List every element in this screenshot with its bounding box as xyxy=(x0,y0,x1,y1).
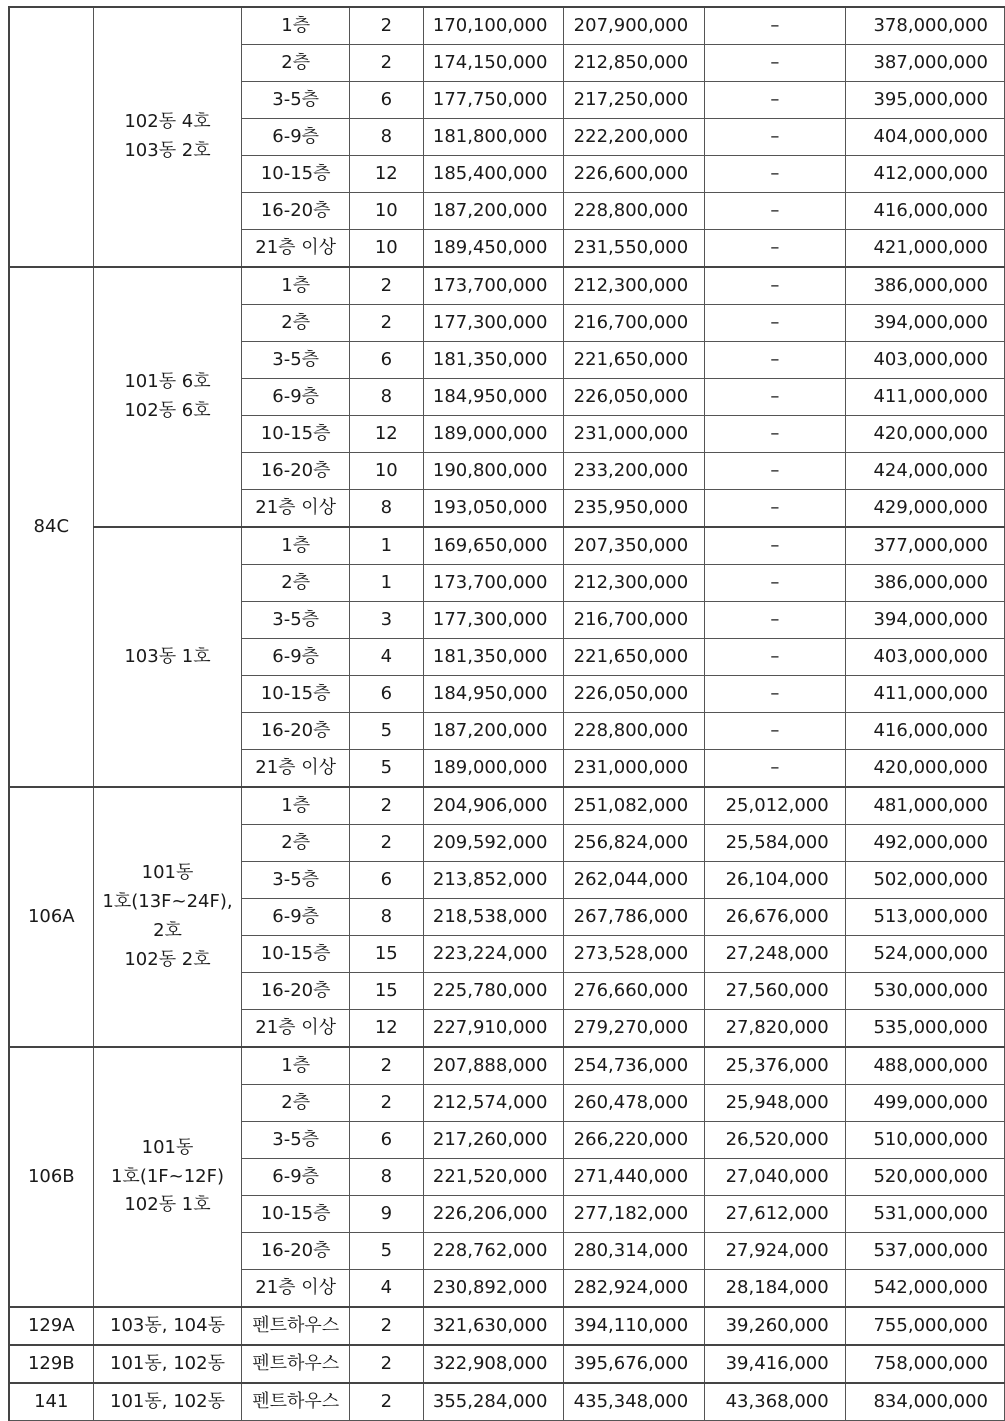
vat-cell: – xyxy=(705,82,845,119)
building-price-cell: 212,850,000 xyxy=(564,45,705,82)
vat-cell: – xyxy=(705,7,845,45)
vat-cell: – xyxy=(705,565,845,602)
count-cell: 2 xyxy=(349,45,423,82)
total-price-cell: 834,000,000 xyxy=(845,1383,1004,1421)
count-cell: 12 xyxy=(349,156,423,193)
floor-cell: 16-20층 xyxy=(242,453,350,490)
floor-cell: 21층 이상 xyxy=(242,750,350,788)
floor-cell: 3-5층 xyxy=(242,1122,350,1159)
land-price-cell: 355,284,000 xyxy=(423,1383,564,1421)
floor-cell: 6-9층 xyxy=(242,379,350,416)
count-cell: 2 xyxy=(349,825,423,862)
building-price-cell: 216,700,000 xyxy=(564,602,705,639)
count-cell: 2 xyxy=(349,1383,423,1421)
building-price-cell: 262,044,000 xyxy=(564,862,705,899)
building-price-cell: 256,824,000 xyxy=(564,825,705,862)
floor-cell: 10-15층 xyxy=(242,156,350,193)
floor-cell: 6-9층 xyxy=(242,119,350,156)
units-line: 101동, 102동 xyxy=(110,1390,225,1412)
count-cell: 6 xyxy=(349,82,423,119)
total-price-cell: 395,000,000 xyxy=(845,82,1004,119)
floor-cell: 1층 xyxy=(242,1047,350,1085)
units-line: 103동 2호 xyxy=(124,140,211,161)
land-price-cell: 181,800,000 xyxy=(423,119,564,156)
count-cell: 10 xyxy=(349,193,423,230)
count-cell: 12 xyxy=(349,416,423,453)
count-cell: 8 xyxy=(349,379,423,416)
vat-cell: 25,376,000 xyxy=(705,1047,845,1085)
total-price-cell: 420,000,000 xyxy=(845,416,1004,453)
total-price-cell: 377,000,000 xyxy=(845,527,1004,565)
building-price-cell: 221,650,000 xyxy=(564,342,705,379)
land-price-cell: 185,400,000 xyxy=(423,156,564,193)
floor-cell: 6-9층 xyxy=(242,1159,350,1196)
count-cell: 8 xyxy=(349,490,423,528)
type-cell: 129A xyxy=(9,1307,93,1345)
building-price-cell: 216,700,000 xyxy=(564,305,705,342)
land-price-cell: 177,300,000 xyxy=(423,602,564,639)
vat-cell: 25,948,000 xyxy=(705,1085,845,1122)
table-row xyxy=(9,1383,1005,1421)
total-price-cell: 411,000,000 xyxy=(845,379,1004,416)
table-row xyxy=(9,787,1005,825)
building-price-cell: 395,676,000 xyxy=(564,1345,705,1383)
floor-cell: 1층 xyxy=(242,527,350,565)
units-line: 101동 xyxy=(141,1136,194,1158)
units-line: 102동 4호 xyxy=(124,111,211,133)
building-price-cell: 222,200,000 xyxy=(564,119,705,156)
count-cell: 8 xyxy=(349,899,423,936)
floor-cell: 10-15층 xyxy=(242,416,350,453)
units-line: 101동 xyxy=(141,862,194,884)
units-line: 103동 1호 xyxy=(124,645,211,667)
vat-cell: – xyxy=(705,527,845,565)
units-line: 101동, 102동 xyxy=(110,1352,225,1374)
building-price-cell: 435,348,000 xyxy=(564,1383,705,1421)
building-price-cell: 212,300,000 xyxy=(564,565,705,602)
building-price-cell: 221,650,000 xyxy=(564,639,705,676)
total-price-cell: 416,000,000 xyxy=(845,713,1004,750)
total-price-cell: 421,000,000 xyxy=(845,230,1004,268)
vat-cell: – xyxy=(705,267,845,305)
land-price-cell: 223,224,000 xyxy=(423,936,564,973)
building-price-cell: 212,300,000 xyxy=(564,267,705,305)
count-cell: 2 xyxy=(349,7,423,45)
units-cell xyxy=(93,1047,242,1307)
total-price-cell: 542,000,000 xyxy=(845,1270,1004,1308)
building-price-cell: 207,350,000 xyxy=(564,527,705,565)
vat-cell: 26,520,000 xyxy=(705,1122,845,1159)
floor-cell: 6-9층 xyxy=(242,899,350,936)
vat-cell: 27,820,000 xyxy=(705,1010,845,1048)
count-cell: 2 xyxy=(349,267,423,305)
total-price-cell: 535,000,000 xyxy=(845,1010,1004,1048)
building-price-cell: 282,924,000 xyxy=(564,1270,705,1308)
count-cell: 8 xyxy=(349,1159,423,1196)
floor-cell: 1층 xyxy=(242,267,350,305)
vat-cell: 27,248,000 xyxy=(705,936,845,973)
count-cell: 5 xyxy=(349,1233,423,1270)
type-cell xyxy=(9,7,93,267)
total-price-cell: 404,000,000 xyxy=(845,119,1004,156)
building-price-cell: 277,182,000 xyxy=(564,1196,705,1233)
land-price-cell: 184,950,000 xyxy=(423,676,564,713)
units-line: 2호 xyxy=(153,920,182,941)
total-price-cell: 386,000,000 xyxy=(845,565,1004,602)
type-cell: 106B xyxy=(9,1047,93,1307)
count-cell: 15 xyxy=(349,936,423,973)
floor-cell: 16-20층 xyxy=(242,193,350,230)
total-price-cell: 403,000,000 xyxy=(845,342,1004,379)
floor-cell: 1층 xyxy=(242,787,350,825)
total-price-cell: 488,000,000 xyxy=(845,1047,1004,1085)
vat-cell: 27,040,000 xyxy=(705,1159,845,1196)
land-price-cell: 193,050,000 xyxy=(423,490,564,528)
vat-cell: 27,612,000 xyxy=(705,1196,845,1233)
count-cell: 2 xyxy=(349,787,423,825)
count-cell: 5 xyxy=(349,713,423,750)
total-price-cell: 424,000,000 xyxy=(845,453,1004,490)
floor-cell: 10-15층 xyxy=(242,936,350,973)
table-row xyxy=(9,267,1005,305)
table-row xyxy=(9,1047,1005,1085)
total-price-cell: 378,000,000 xyxy=(845,7,1004,45)
building-price-cell: 231,550,000 xyxy=(564,230,705,268)
total-price-cell: 394,000,000 xyxy=(845,305,1004,342)
total-price-cell: 499,000,000 xyxy=(845,1085,1004,1122)
vat-cell: – xyxy=(705,490,845,528)
vat-cell: – xyxy=(705,379,845,416)
count-cell: 1 xyxy=(349,565,423,602)
land-price-cell: 173,700,000 xyxy=(423,565,564,602)
count-cell: 2 xyxy=(349,1047,423,1085)
floor-cell: 3-5층 xyxy=(242,862,350,899)
units-line: 102동 6호 xyxy=(124,400,211,421)
land-price-cell: 177,750,000 xyxy=(423,82,564,119)
floor-cell: 펜트하우스 xyxy=(242,1345,350,1383)
building-price-cell: 279,270,000 xyxy=(564,1010,705,1048)
vat-cell: – xyxy=(705,453,845,490)
total-price-cell: 524,000,000 xyxy=(845,936,1004,973)
vat-cell: 26,104,000 xyxy=(705,862,845,899)
vat-cell: 39,260,000 xyxy=(705,1307,845,1345)
total-price-cell: 411,000,000 xyxy=(845,676,1004,713)
total-price-cell: 386,000,000 xyxy=(845,267,1004,305)
land-price-cell: 204,906,000 xyxy=(423,787,564,825)
building-price-cell: 273,528,000 xyxy=(564,936,705,973)
building-price-cell: 207,900,000 xyxy=(564,7,705,45)
land-price-cell: 187,200,000 xyxy=(423,713,564,750)
floor-cell: 2층 xyxy=(242,45,350,82)
total-price-cell: 403,000,000 xyxy=(845,639,1004,676)
count-cell: 5 xyxy=(349,750,423,788)
floor-cell: 2층 xyxy=(242,305,350,342)
type-cell: 84C xyxy=(9,267,93,787)
land-price-cell: 228,762,000 xyxy=(423,1233,564,1270)
count-cell: 10 xyxy=(349,230,423,268)
table-row xyxy=(9,1307,1005,1345)
land-price-cell: 321,630,000 xyxy=(423,1307,564,1345)
vat-cell: – xyxy=(705,305,845,342)
table-row xyxy=(9,527,1005,565)
land-price-cell: 181,350,000 xyxy=(423,639,564,676)
total-price-cell: 420,000,000 xyxy=(845,750,1004,788)
land-price-cell: 190,800,000 xyxy=(423,453,564,490)
land-price-cell: 184,950,000 xyxy=(423,379,564,416)
floor-cell: 2층 xyxy=(242,825,350,862)
units-cell xyxy=(93,1307,242,1345)
vat-cell: – xyxy=(705,119,845,156)
building-price-cell: 276,660,000 xyxy=(564,973,705,1010)
building-price-cell: 267,786,000 xyxy=(564,899,705,936)
vat-cell: – xyxy=(705,193,845,230)
vat-cell: – xyxy=(705,639,845,676)
total-price-cell: 537,000,000 xyxy=(845,1233,1004,1270)
count-cell: 3 xyxy=(349,602,423,639)
building-price-cell: 228,800,000 xyxy=(564,193,705,230)
count-cell: 4 xyxy=(349,1270,423,1308)
units-line: 102동 1호 xyxy=(124,1194,211,1216)
vat-cell: – xyxy=(705,45,845,82)
building-price-cell: 254,736,000 xyxy=(564,1047,705,1085)
building-price-cell: 228,800,000 xyxy=(564,713,705,750)
count-cell: 10 xyxy=(349,453,423,490)
floor-cell: 펜트하우스 xyxy=(242,1383,350,1421)
floor-cell: 21층 이상 xyxy=(242,490,350,528)
vat-cell: – xyxy=(705,342,845,379)
floor-cell: 6-9층 xyxy=(242,639,350,676)
building-price-cell: 280,314,000 xyxy=(564,1233,705,1270)
building-price-cell: 226,600,000 xyxy=(564,156,705,193)
count-cell: 6 xyxy=(349,1122,423,1159)
floor-cell: 10-15층 xyxy=(242,1196,350,1233)
total-price-cell: 412,000,000 xyxy=(845,156,1004,193)
building-price-cell: 233,200,000 xyxy=(564,453,705,490)
floor-cell: 1층 xyxy=(242,7,350,45)
table-row xyxy=(9,7,1005,45)
units-line: 103동, 104동 xyxy=(110,1314,225,1336)
floor-cell: 21층 이상 xyxy=(242,230,350,268)
total-price-cell: 502,000,000 xyxy=(845,862,1004,899)
building-price-cell: 231,000,000 xyxy=(564,416,705,453)
land-price-cell: 218,538,000 xyxy=(423,899,564,936)
vat-cell: – xyxy=(705,416,845,453)
land-price-cell: 189,450,000 xyxy=(423,230,564,268)
vat-cell: – xyxy=(705,750,845,788)
count-cell: 6 xyxy=(349,862,423,899)
land-price-cell: 217,260,000 xyxy=(423,1122,564,1159)
vat-cell: 25,012,000 xyxy=(705,787,845,825)
total-price-cell: 758,000,000 xyxy=(845,1345,1004,1383)
total-price-cell: 429,000,000 xyxy=(845,490,1004,528)
land-price-cell: 226,206,000 xyxy=(423,1196,564,1233)
vat-cell: – xyxy=(705,156,845,193)
type-cell: 106A xyxy=(9,787,93,1047)
floor-cell: 펜트하우스 xyxy=(242,1307,350,1345)
building-price-cell: 231,000,000 xyxy=(564,750,705,788)
land-price-cell: 174,150,000 xyxy=(423,45,564,82)
land-price-cell: 169,650,000 xyxy=(423,527,564,565)
type-cell: 141 xyxy=(9,1383,93,1421)
units-line: 102동 2호 xyxy=(124,948,211,970)
building-price-cell: 235,950,000 xyxy=(564,490,705,528)
land-price-cell: 177,300,000 xyxy=(423,305,564,342)
units-cell xyxy=(93,1345,242,1383)
building-price-cell: 226,050,000 xyxy=(564,379,705,416)
land-price-cell: 181,350,000 xyxy=(423,342,564,379)
total-price-cell: 520,000,000 xyxy=(845,1159,1004,1196)
count-cell: 1 xyxy=(349,527,423,565)
price-table xyxy=(8,6,1005,1421)
floor-cell: 21층 이상 xyxy=(242,1010,350,1048)
total-price-cell: 530,000,000 xyxy=(845,973,1004,1010)
units-cell xyxy=(93,267,242,527)
vat-cell: – xyxy=(705,602,845,639)
count-cell: 2 xyxy=(349,1345,423,1383)
total-price-cell: 481,000,000 xyxy=(845,787,1004,825)
units-line: 1호(1F~12F) xyxy=(110,1165,225,1187)
land-price-cell: 212,574,000 xyxy=(423,1085,564,1122)
total-price-cell: 513,000,000 xyxy=(845,899,1004,936)
count-cell: 8 xyxy=(349,119,423,156)
land-price-cell: 170,100,000 xyxy=(423,7,564,45)
vat-cell: – xyxy=(705,713,845,750)
units-cell xyxy=(93,787,242,1047)
floor-cell: 2층 xyxy=(242,1085,350,1122)
count-cell: 2 xyxy=(349,1307,423,1345)
total-price-cell: 416,000,000 xyxy=(845,193,1004,230)
land-price-cell: 221,520,000 xyxy=(423,1159,564,1196)
land-price-cell: 207,888,000 xyxy=(423,1047,564,1085)
land-price-cell: 187,200,000 xyxy=(423,193,564,230)
vat-cell: 27,924,000 xyxy=(705,1233,845,1270)
total-price-cell: 531,000,000 xyxy=(845,1196,1004,1233)
floor-cell: 3-5층 xyxy=(242,82,350,119)
count-cell: 9 xyxy=(349,1196,423,1233)
land-price-cell: 189,000,000 xyxy=(423,416,564,453)
building-price-cell: 271,440,000 xyxy=(564,1159,705,1196)
vat-cell: 28,184,000 xyxy=(705,1270,845,1308)
floor-cell: 16-20층 xyxy=(242,973,350,1010)
building-price-cell: 251,082,000 xyxy=(564,787,705,825)
table-row xyxy=(9,1345,1005,1383)
total-price-cell: 755,000,000 xyxy=(845,1307,1004,1345)
land-price-cell: 225,780,000 xyxy=(423,973,564,1010)
total-price-cell: 510,000,000 xyxy=(845,1122,1004,1159)
vat-cell: 43,368,000 xyxy=(705,1383,845,1421)
building-price-cell: 394,110,000 xyxy=(564,1307,705,1345)
count-cell: 4 xyxy=(349,639,423,676)
total-price-cell: 387,000,000 xyxy=(845,45,1004,82)
units-cell xyxy=(93,527,242,787)
vat-cell: 26,676,000 xyxy=(705,899,845,936)
floor-cell: 2층 xyxy=(242,565,350,602)
count-cell: 12 xyxy=(349,1010,423,1048)
units-line: 1호(13F~24F), xyxy=(102,891,233,913)
count-cell: 6 xyxy=(349,342,423,379)
land-price-cell: 209,592,000 xyxy=(423,825,564,862)
total-price-cell: 394,000,000 xyxy=(845,602,1004,639)
floor-cell: 3-5층 xyxy=(242,602,350,639)
land-price-cell: 322,908,000 xyxy=(423,1345,564,1383)
land-price-cell: 189,000,000 xyxy=(423,750,564,788)
building-price-cell: 217,250,000 xyxy=(564,82,705,119)
floor-cell: 16-20층 xyxy=(242,1233,350,1270)
floor-cell: 21층 이상 xyxy=(242,1270,350,1308)
type-cell: 129B xyxy=(9,1345,93,1383)
vat-cell: 27,560,000 xyxy=(705,973,845,1010)
floor-cell: 3-5층 xyxy=(242,342,350,379)
count-cell: 15 xyxy=(349,973,423,1010)
land-price-cell: 173,700,000 xyxy=(423,267,564,305)
land-price-cell: 213,852,000 xyxy=(423,862,564,899)
vat-cell: 39,416,000 xyxy=(705,1345,845,1383)
count-cell: 6 xyxy=(349,676,423,713)
units-cell xyxy=(93,7,242,267)
land-price-cell: 227,910,000 xyxy=(423,1010,564,1048)
total-price-cell: 492,000,000 xyxy=(845,825,1004,862)
building-price-cell: 260,478,000 xyxy=(564,1085,705,1122)
vat-cell: 25,584,000 xyxy=(705,825,845,862)
vat-cell: – xyxy=(705,676,845,713)
building-price-cell: 226,050,000 xyxy=(564,676,705,713)
building-price-cell: 266,220,000 xyxy=(564,1122,705,1159)
floor-cell: 16-20층 xyxy=(242,713,350,750)
vat-cell: – xyxy=(705,230,845,268)
floor-cell: 10-15층 xyxy=(242,676,350,713)
units-line: 101동 6호 xyxy=(124,371,211,393)
land-price-cell: 230,892,000 xyxy=(423,1270,564,1308)
count-cell: 2 xyxy=(349,1085,423,1122)
count-cell: 2 xyxy=(349,305,423,342)
units-cell xyxy=(93,1383,242,1421)
